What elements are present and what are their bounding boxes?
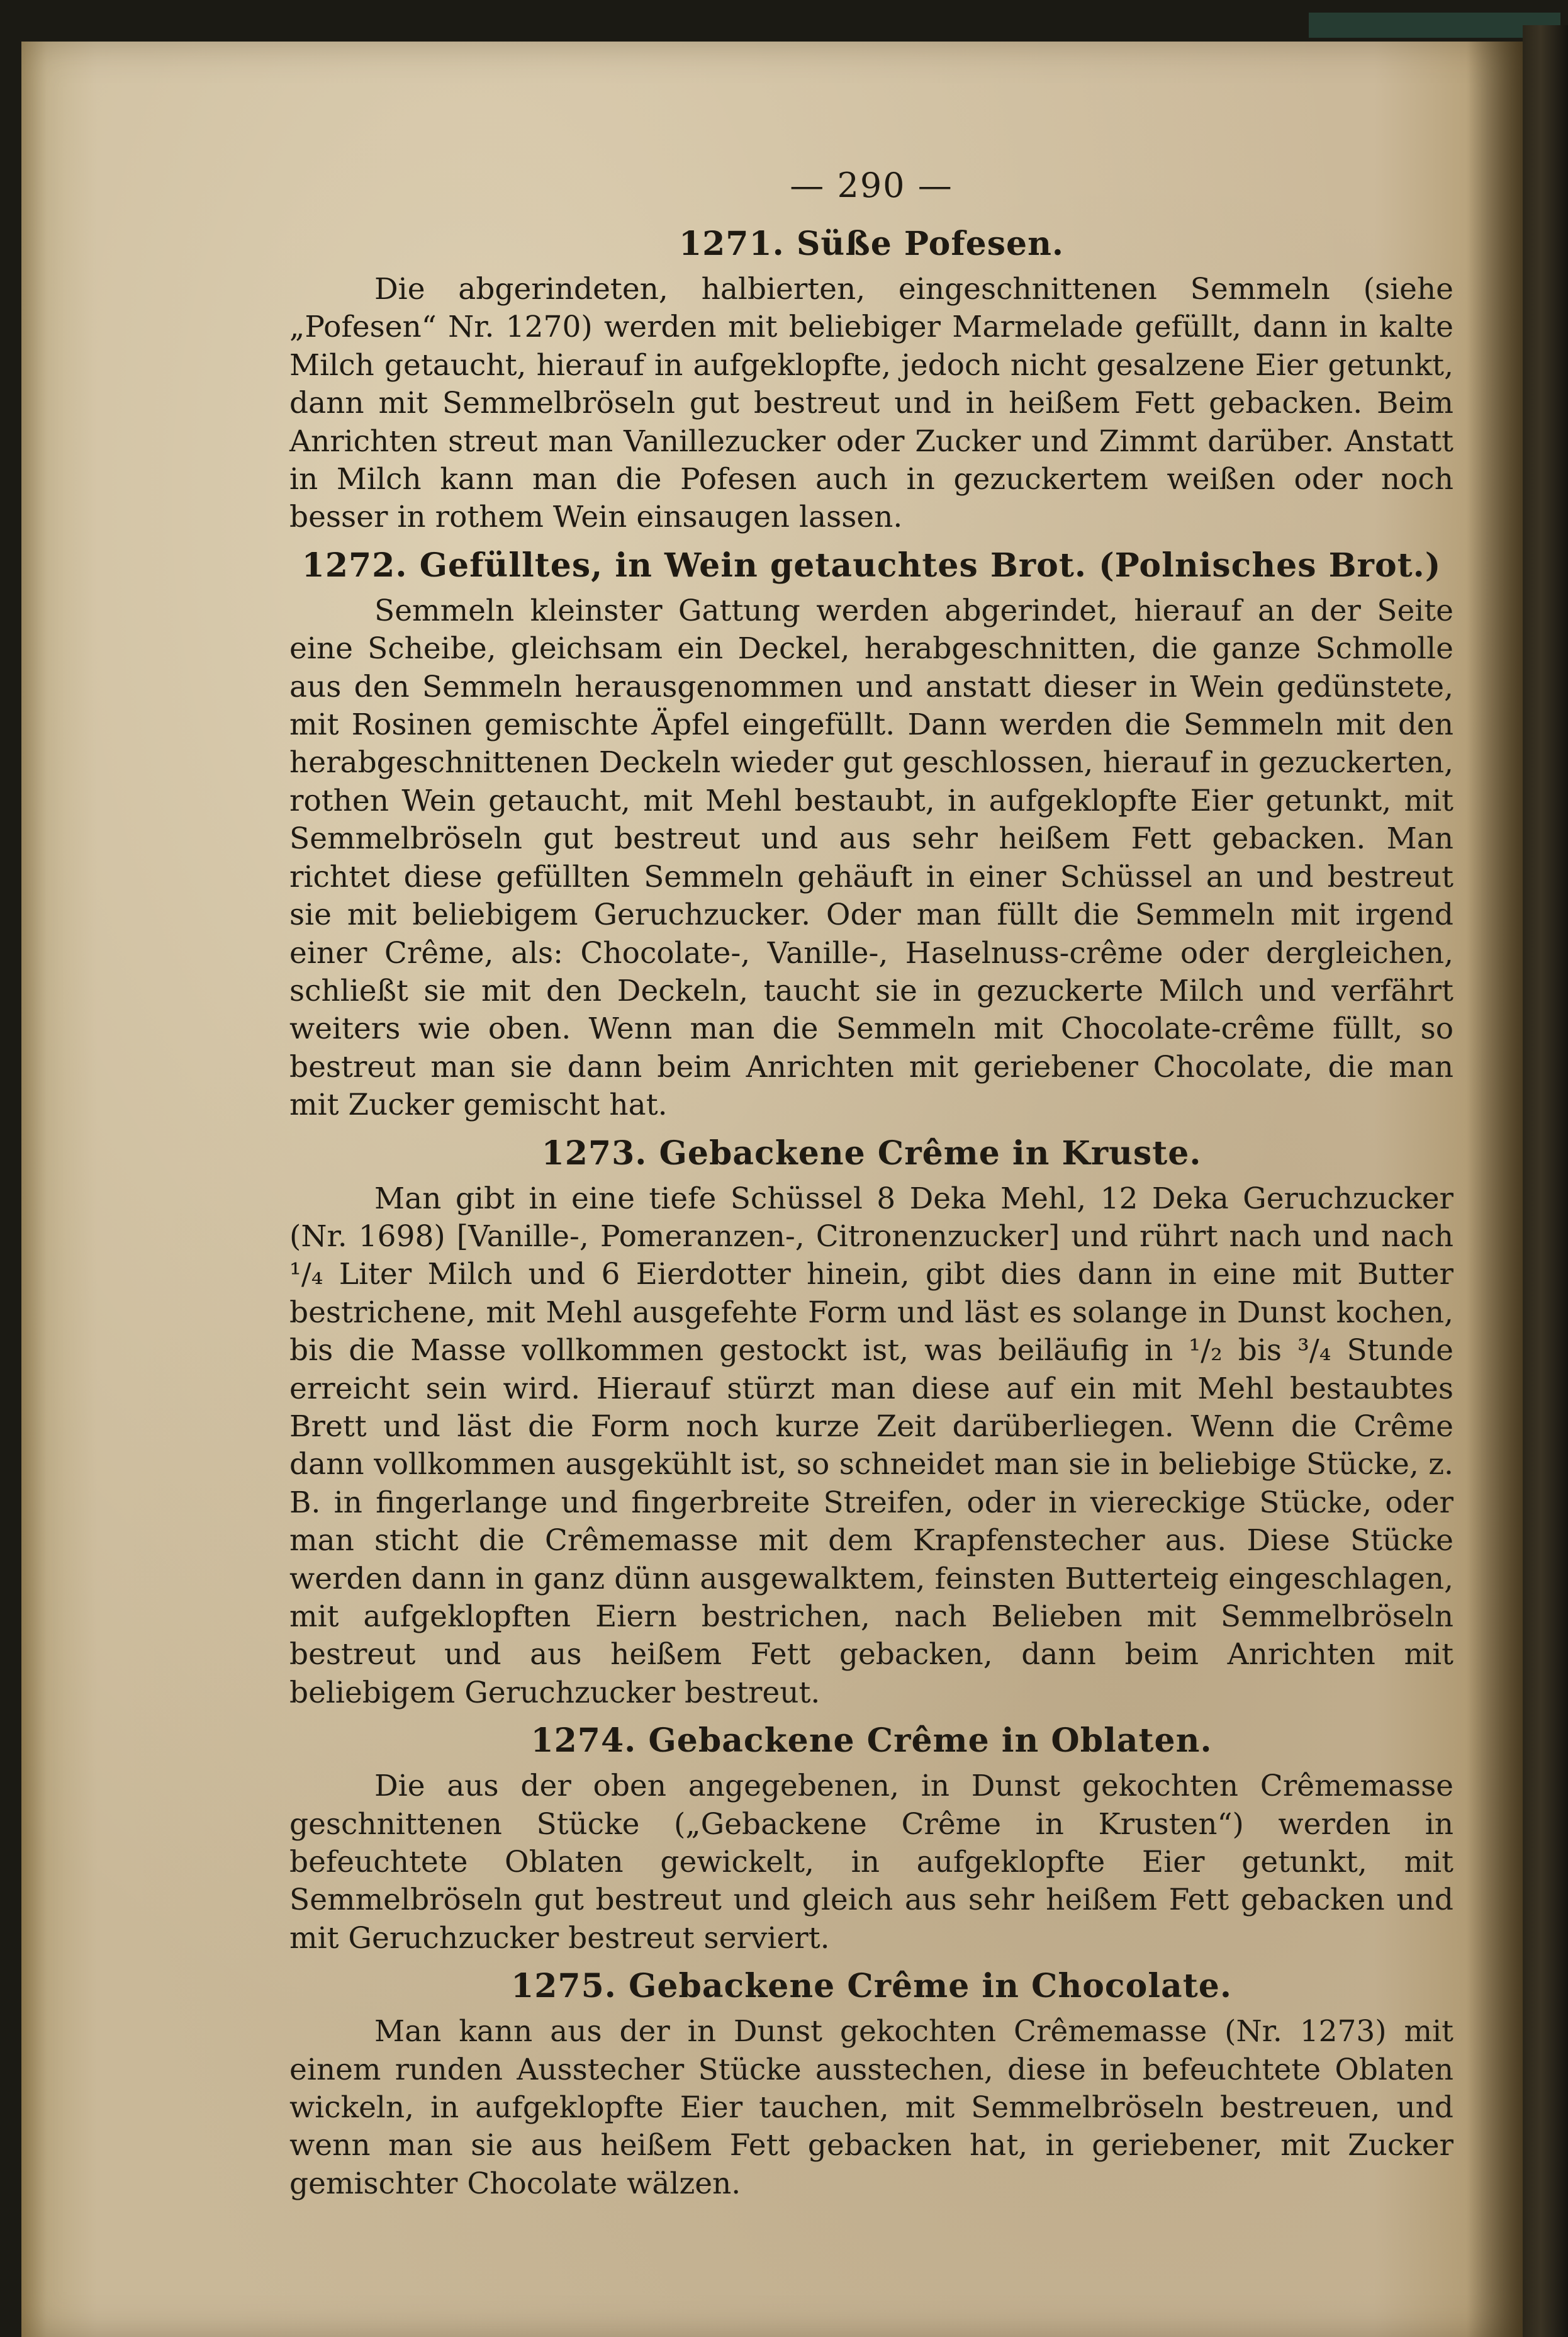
- recipe-text-1275: Man kann aus der in Dunst gekochten Crêmemasse (Nr. 1273) mit einem runden Ausstecher Stücke ausstechen, diese in befeuchtete Oblaten wickeln, in aufgeklopfte Eier tauchen, mit Semmelbröseln bestreuen, und wenn man sie aus heißem Fett gebacken hat, in geriebener, mit Zucker gemischter Chocolate wälzen.: [289, 2014, 1453, 2201]
- recipe-text-1273: Man gibt in eine tiefe Schüssel 8 Deka Mehl, 12 Deka Geruchzucker (Nr. 1698) [Vanille-, Pomeranzen-, Citronenzucker] und rührt nach und nach ¹/₄ Liter Milch und 6 Eierdotter hinein, gibt dies dann in eine mit Butter bestrichene, mit Mehl ausgefehte Form und läst es solange in Dunst kochen, bis die Masse vollkommen gestockt ist, was beiläufig in ¹/₂ bis ³/₄ Stunde erreicht sein wird. Hierauf stürzt man diese auf ein mit Mehl bestaubtes Brett und läst die Form noch kurze Zeit darüberliegen. Wenn die Crême dann vollkommen ausgekühlt ist, so schneidet man sie in beliebige Stücke, z. B. in fingerlange und fingerbreite Streifen, oder in viereckige Stücke, oder man sticht die Crêmemasse mit dem Krapfenstecher aus. Diese Stücke werden dann in ganz dünn ausgewalktem, feinsten Butterteig eingeschlagen, mit aufgeklopften Eiern bestrichen, nach Belieben mit Semmelbröseln bestreut und aus heißem Fett gebacken, dann beim Anrichten mit beliebigem Geruchzucker bestreut.: [289, 1181, 1453, 1710]
- recipe-heading-1273: 1273. Gebackene Crême in Kruste.: [541, 1134, 1202, 1173]
- book-edge: [1523, 25, 1568, 2337]
- page-content: [289, 157, 1453, 2208]
- recipe-text-1271: Die abgerindeten, halbierten, eingeschnittenen Semmeln (siehe „Pofesen“ Nr. 1270) werden mit beliebiger Marmelade gefüllt, dann in kalte Milch getaucht, hierauf in aufgeklopfte, jedoch nicht gesalzene Eier getunkt, dann mit Semmelbröseln gut bestreut und in heißem Fett gebacken. Beim Anrichten streut man Vanillezucker oder Zucker und Zimmt darüber. Anstatt in Milch kann man die Pofesen auch in gezuckertem weißen oder noch besser in rothem Wein einsaugen lassen.: [289, 272, 1453, 535]
- recipe-text-1274: Die aus der oben angegebenen, in Dunst gekochten Crêmemasse geschnittenen Stücke („Gebackene Crême in Krusten“) werden in befeuchtete Oblaten gewickelt, in aufgeklopfte Eier getunkt, mit Semmelbröseln gut bestreut und gleich aus sehr heißem Fett gebacken und mit Geruchzucker bestreut serviert.: [289, 1769, 1453, 1956]
- recipe-heading-1271: 1271. Süße Pofesen.: [678, 225, 1065, 263]
- page-number: — 290 —: [790, 166, 953, 205]
- recipe-heading-1272: 1272. Gefülltes, in Wein getauchtes Brot. (Polnisches Brot.): [301, 546, 1442, 585]
- recipe-heading-1275: 1275. Gebackene Crême in Chocolate.: [511, 1967, 1232, 2006]
- recipe-text-1272: Semmeln kleinster Gattung werden abgerindet, hierauf an der Seite eine Scheibe, gleichsam ein Deckel, herabgeschnitten, die ganze Schmolle aus den Semmeln herausgenommen und anstatt dieser in Wein gedünstete, mit Rosinen gemischte Äpfel eingefüllt. Dann werden die Semmeln mit den herabgeschnittenen Deckeln wieder gut geschlossen, hierauf in gezuckerten, rothen Wein getaucht, mit Mehl bestaubt, in aufgeklopfte Eier getunkt, mit Semmelbröseln gut bestreut und aus sehr heißem Fett gebacken. Man richtet diese gefüllten Semmeln gehäuft in einer Schüssel an und bestreut sie mit beliebigem Geruchzucker. Oder man füllt die Semmeln mit irgend einer Crême, als: Chocolate-, Vanille-, Haselnuss-crême oder dergleichen, schließt sie mit den Deckeln, taucht sie in gezuckerte Milch und verfährt weiters wie oben. Wenn man die Semmeln mit Chocolate-crême füllt, so bestreut man sie dann beim Anrichten mit geriebener Chocolate, die man mit Zucker gemischt hat.: [289, 593, 1453, 1123]
- recipe-heading-1274: 1274. Gebackene Crême in Oblaten.: [530, 1721, 1212, 1760]
- gutter-shadow: [1466, 42, 1523, 2337]
